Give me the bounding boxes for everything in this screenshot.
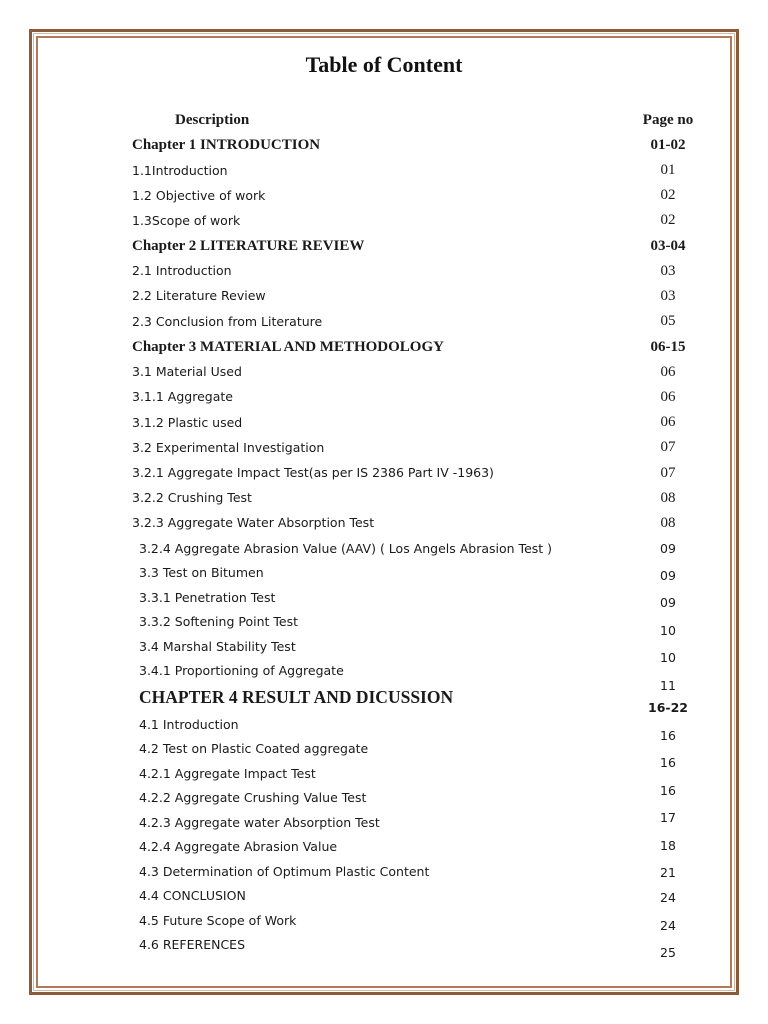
toc-chapter-4[interactable]: CHAPTER 4 RESULT AND DICUSSION (139, 687, 454, 707)
toc-entry-4-2[interactable]: 4.2 Test on Plastic Coated aggregate (139, 741, 369, 756)
toc-chapter-3[interactable]: Chapter 3 MATERIAL AND METHODOLOGY (132, 339, 444, 355)
toc-page-3-3-1: 09 (660, 595, 676, 610)
toc-entry-1-2[interactable]: 1.2 Objective of work (132, 188, 266, 203)
toc-page-3-3-2: 10 (660, 623, 676, 638)
toc-page-3-1-1: 06 (660, 389, 676, 405)
toc-entry-4-6[interactable]: 4.6 REFERENCES (139, 937, 246, 952)
toc-entry-3-4-1[interactable]: 3.4.1 Proportioning of Aggregate (139, 663, 344, 678)
toc-page-chapter-3: 06-15 (650, 339, 686, 355)
toc-page-4-2-2: 17 (660, 810, 676, 825)
toc-page-4-2: 16 (660, 755, 676, 770)
toc-entry-4-2-1[interactable]: 4.2.1 Aggregate Impact Test (139, 766, 316, 781)
toc-page-chapter-2: 03-04 (650, 238, 686, 254)
toc-page-1-1: 01 (660, 162, 676, 178)
toc-page-2-3: 05 (660, 313, 676, 329)
toc-entry-4-4[interactable]: 4.4 CONCLUSION (139, 888, 246, 903)
toc-page-3-2-2: 08 (660, 490, 676, 506)
toc-page-4-4: 24 (660, 918, 676, 933)
toc-page-chapter-4: 16-22 (648, 700, 688, 715)
toc-entry-3-3[interactable]: 3.3 Test on Bitumen (139, 565, 264, 580)
toc-entry-3-2-4[interactable]: 3.2.4 Aggregate Abrasion Value (AAV) ( Los Angels Abrasion Test ) (139, 541, 553, 556)
toc-page-1-3: 02 (660, 212, 676, 228)
toc-page-4-2-4: 21 (660, 865, 676, 880)
toc-entry-3-2-2[interactable]: 3.2.2 Crushing Test (132, 490, 252, 505)
toc-page-3-1: 06 (660, 364, 676, 380)
toc-page-4-2-1: 16 (660, 783, 676, 798)
toc-entry-3-2-1[interactable]: 3.2.1 Aggregate Impact Test(as per IS 2386 Part IV -1963) (132, 465, 494, 480)
toc-entry-4-2-4[interactable]: 4.2.4 Aggregate Abrasion Value (139, 839, 338, 854)
toc-page-3-2-4: 09 (660, 541, 676, 556)
toc-page-3-2-3: 08 (660, 515, 676, 531)
toc-page-chapter-1: 01-02 (650, 137, 686, 153)
toc-entry-3-4[interactable]: 3.4 Marshal Stability Test (139, 639, 296, 654)
toc-page-3-3: 09 (660, 568, 676, 583)
toc-page-4-3: 24 (660, 890, 676, 905)
toc-page-1-2: 02 (660, 187, 676, 203)
toc-entry-1-3[interactable]: 1.3Scope of work (132, 213, 241, 228)
toc-page-4-1: 16 (660, 728, 676, 743)
toc-page-3-1-2: 06 (660, 414, 676, 430)
page-title: Table of Content (305, 52, 463, 77)
toc-page-4-2-3: 18 (660, 838, 676, 853)
toc-page-3-2-1: 07 (660, 465, 676, 481)
toc-entry-4-3[interactable]: 4.3 Determination of Optimum Plastic Content (139, 864, 430, 879)
toc-entry-3-1[interactable]: 3.1 Material Used (132, 364, 242, 379)
toc-entry-3-1-2[interactable]: 3.1.2 Plastic used (132, 415, 243, 430)
toc-entry-3-3-1[interactable]: 3.3.1 Penetration Test (139, 590, 276, 605)
toc-entry-2-1[interactable]: 2.1 Introduction (132, 263, 232, 278)
toc-page-3-2: 07 (660, 439, 676, 455)
toc-entry-3-3-2[interactable]: 3.3.2 Softening Point Test (139, 614, 298, 629)
toc-entry-3-1-1[interactable]: 3.1.1 Aggregate (132, 389, 233, 404)
description-header: Description (175, 112, 250, 128)
toc-page-3-4: 10 (660, 650, 676, 665)
toc-page-3-4-1: 11 (660, 678, 676, 693)
toc-entry-1-1[interactable]: 1.1Introduction (132, 163, 228, 178)
toc-entry-2-3[interactable]: 2.3 Conclusion from Literature (132, 314, 323, 329)
toc-entry-2-2[interactable]: 2.2 Literature Review (132, 288, 266, 303)
toc-entry-4-5[interactable]: 4.5 Future Scope of Work (139, 913, 297, 928)
page-no-header: Page no (642, 112, 694, 128)
toc-entry-4-1[interactable]: 4.1 Introduction (139, 717, 239, 732)
toc-entry-4-2-3[interactable]: 4.2.3 Aggregate water Absorption Test (139, 815, 380, 830)
toc-entry-3-2-3[interactable]: 3.2.3 Aggregate Water Absorption Test (132, 515, 375, 530)
toc-chapter-2[interactable]: Chapter 2 LITERATURE REVIEW (132, 238, 365, 254)
toc-entry-3-2[interactable]: 3.2 Experimental Investigation (132, 440, 325, 455)
toc-page-4-5: 25 (660, 945, 676, 960)
toc-entry-4-2-2[interactable]: 4.2.2 Aggregate Crushing Value Test (139, 790, 367, 805)
toc-chapter-1[interactable]: Chapter 1 INTRODUCTION (132, 137, 321, 153)
toc-page-2-1: 03 (660, 263, 676, 279)
toc-page-2-2: 03 (660, 288, 676, 304)
